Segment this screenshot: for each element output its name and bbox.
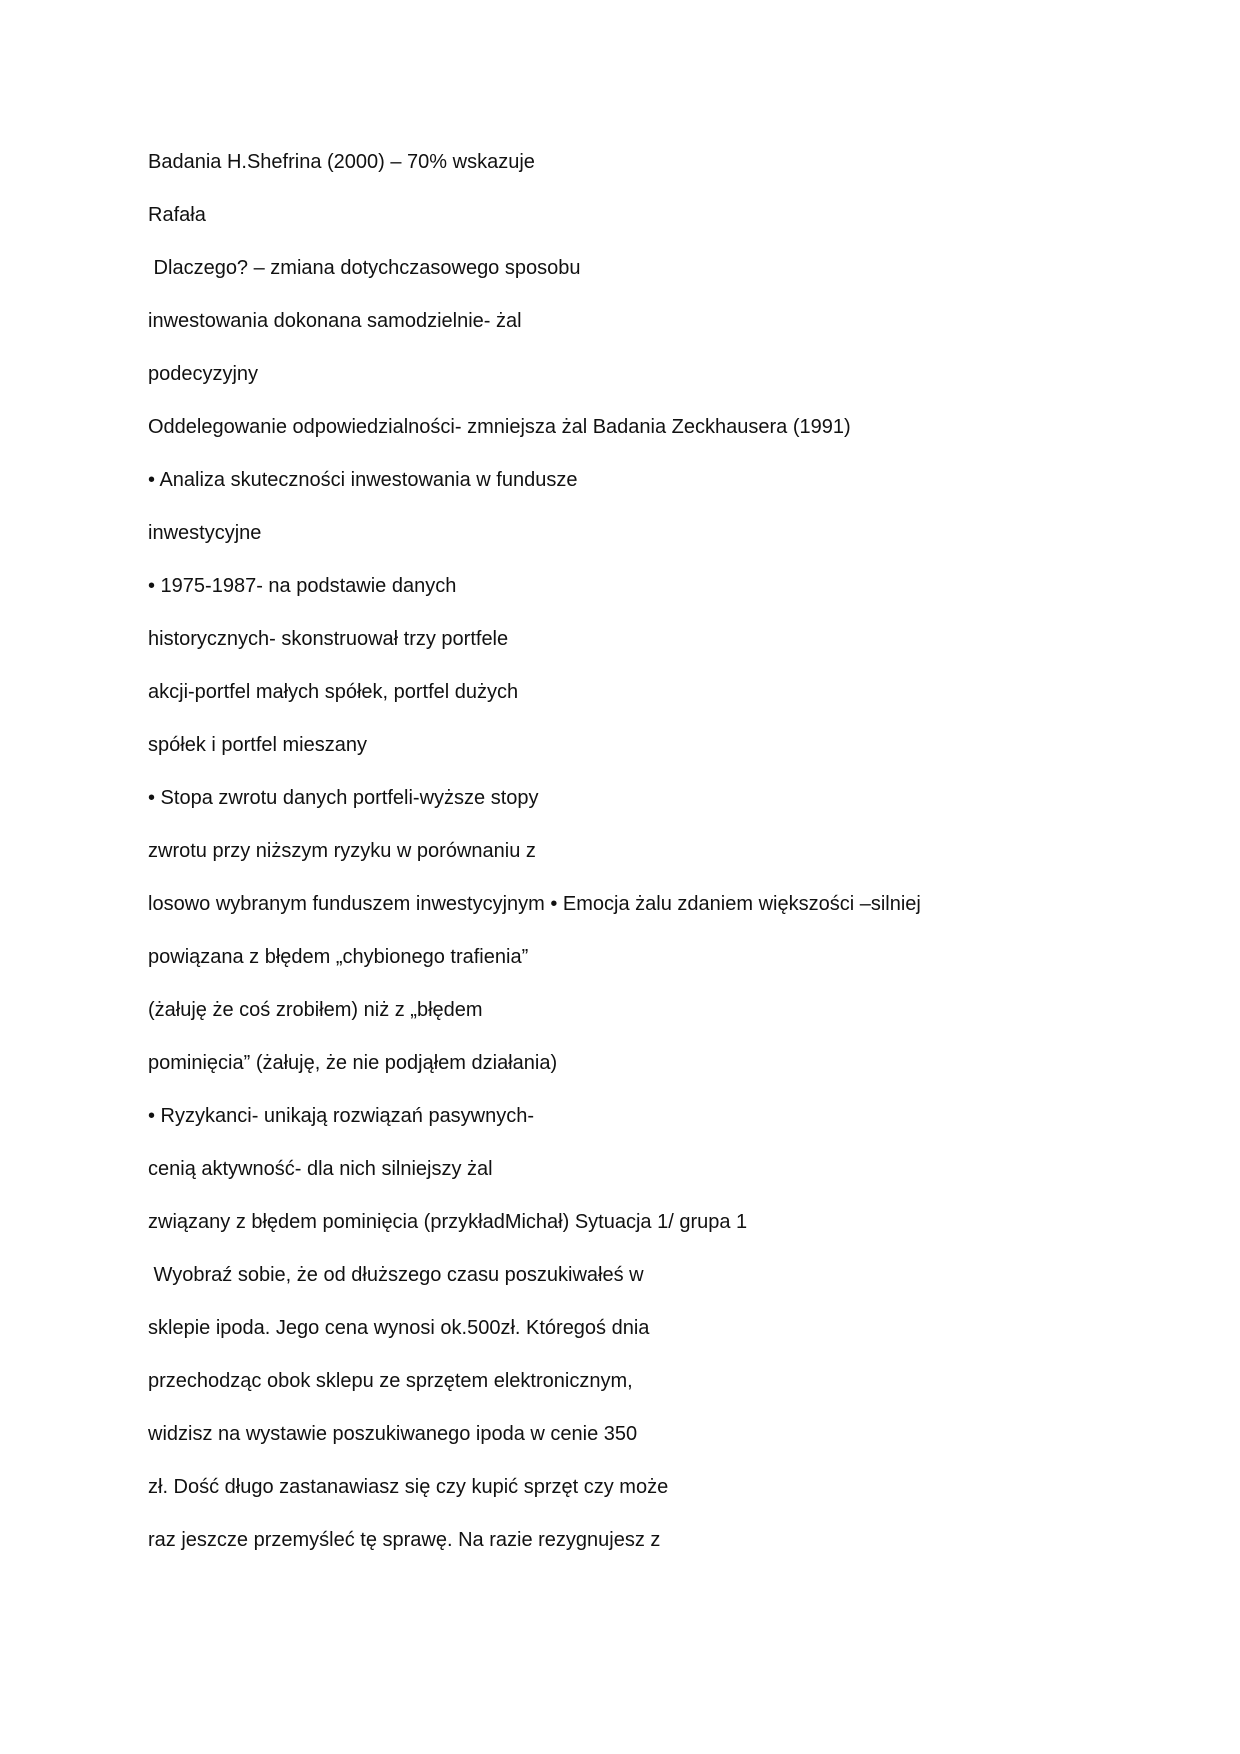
- text-line: cenią aktywność- dla nich silniejszy żal: [148, 1158, 493, 1180]
- text-line: raz jeszcze przemyśleć tę sprawę. Na razie rezygnujesz z: [148, 1529, 661, 1551]
- text-line: Rafała: [148, 204, 206, 226]
- text-line: Wyobraź sobie, że od dłuższego czasu poszukiwałeś w: [148, 1264, 644, 1286]
- text-line: sklepie ipoda. Jego cena wynosi ok.500zł. Któregoś dnia: [148, 1317, 650, 1339]
- text-line: Dlaczego? – zmiana dotychczasowego sposobu: [148, 257, 581, 279]
- text-line: inwestycyjne: [148, 522, 262, 544]
- text-line: zł. Dość długo zastanawiasz się czy kupić sprzęt czy może: [148, 1476, 669, 1498]
- text-line: spółek i portfel mieszany: [148, 734, 367, 756]
- text-line: • Analiza skuteczności inwestowania w fundusze: [148, 469, 578, 491]
- text-line: Badania H.Shefrina (2000) – 70% wskazuje: [148, 151, 535, 173]
- text-line: podecyzyjny: [148, 363, 259, 385]
- text-line: • Ryzykanci- unikają rozwiązań pasywnych-: [148, 1105, 535, 1127]
- text-line: • 1975-1987- na podstawie danych: [148, 575, 457, 597]
- text-line: powiązana z błędem „chybionego trafienia”: [148, 946, 529, 968]
- text-line: związany z błędem pominięcia (przykładMichał) Sytuacja 1/ grupa 1: [148, 1211, 748, 1233]
- document-body: [148, 141, 1148, 1572]
- text-line: (żałuję że coś zrobiłem) niż z „błędem: [148, 999, 483, 1021]
- text-line: widzisz na wystawie poszukiwanego ipoda w cenie 350: [148, 1423, 638, 1445]
- text-line: akcji-portfel małych spółek, portfel dużych: [148, 681, 519, 703]
- text-line: historycznych- skonstruował trzy portfele: [148, 628, 509, 650]
- text-line: inwestowania dokonana samodzielnie- żal: [148, 310, 522, 332]
- text-line: pominięcia” (żałuję, że nie podjąłem działania): [148, 1052, 558, 1074]
- text-line: • Stopa zwrotu danych portfeli-wyższe stopy: [148, 787, 539, 809]
- text-line: Oddelegowanie odpowiedzialności- zmniejsza żal Badania Zeckhausera (1991): [148, 416, 851, 438]
- text-line: losowo wybranym funduszem inwestycyjnym • Emocja żalu zdaniem większości –silniej: [148, 893, 921, 915]
- text-line: zwrotu przy niższym ryzyku w porównaniu z: [148, 840, 536, 862]
- text-line: przechodząc obok sklepu ze sprzętem elektronicznym,: [148, 1370, 633, 1392]
